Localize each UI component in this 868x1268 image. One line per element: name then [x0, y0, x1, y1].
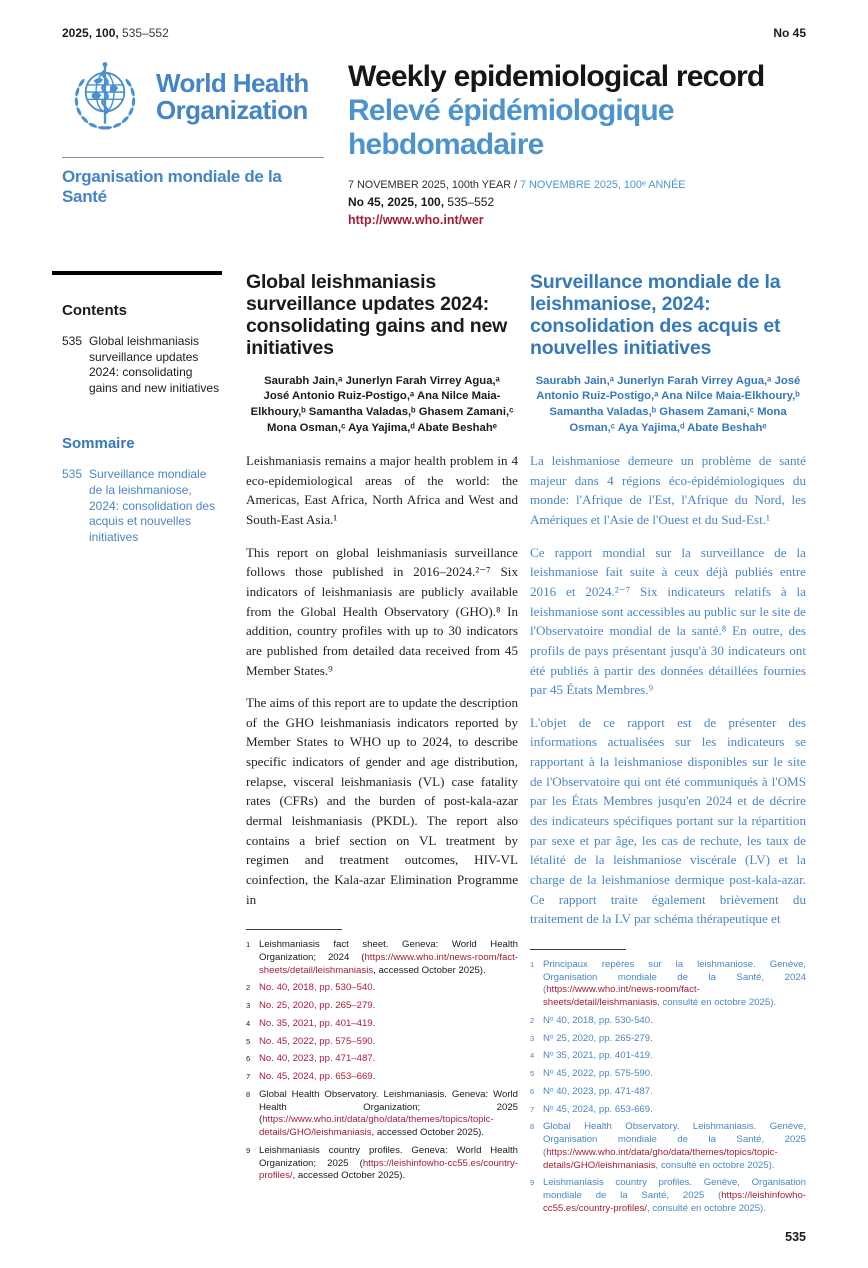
who-emblem-icon: [62, 60, 148, 145]
who-name-en: [156, 70, 309, 123]
footnote-link[interactable]: https://www.who.int/data/gho/data/themes/topics/topic-details/GHO/leishmaniasis: [259, 1114, 494, 1139]
footnote-marker: 8: [246, 1089, 251, 1099]
wer-url-link[interactable]: http://www.who.int/wer: [348, 212, 484, 227]
footnote-marker: 4: [246, 1018, 251, 1028]
paragraph: Ce rapport mondial sur la surveillance de la leishmaniose fait suite à ceux déjà publiés entre 2016 et 2024.²⁻⁷ Six indicateurs relatifs à la leishmaniose sont accessibles au public sur le site de l'Observatoire mondial de la santé.⁸ En outre, des profils de pays présentant jusqu'à 30 indicateurs ont été publiés à partir des données détaillées fournies par 45 États Membres.⁹: [530, 544, 806, 698]
footnote-marker: 2: [246, 983, 251, 993]
footnote-link[interactable]: No. 40, 2023, pp. 471–487.: [259, 1053, 376, 1065]
who-name-fr: Organisation mondiale de la Santé: [62, 167, 282, 206]
footnote-text: [259, 1000, 518, 1013]
paragraph: This report on global leishmaniasis surveillance follows those published in 2016–2024.²⁻⁷ Six indicators of leishmaniasis are publicly available from the Global Health Observatory (GHO).⁸ In addition, country profiles with up to 30 indicators are published from detailed data received from 45 Member States.⁹: [246, 544, 518, 678]
footnote-pre: Leishmaniasis country profiles. Geneva: World Health Organization; 2025 (: [259, 1144, 518, 1169]
footnote-text: [543, 1177, 806, 1215]
issue-citation-pages: 535–552: [447, 194, 495, 209]
footnote-pre: Global Health Observatory. Leishmaniasis. Genève, Organisation mondiale de la Santé, 2025 (: [543, 1121, 806, 1158]
footnote-link[interactable]: No. 40, 2018, pp. 530–540.: [259, 982, 376, 994]
contents-top-rule: [52, 271, 222, 275]
main-content: [62, 271, 806, 1244]
footnote-text: Nᵒ 40, 2023, pp. 471-487.: [543, 1085, 653, 1097]
footnotes-fr: [530, 949, 806, 1216]
footnote-marker: 1: [246, 940, 251, 950]
footnote-marker: 9: [246, 1145, 251, 1155]
paragraph: La leishmaniose demeure un problème de santé majeur dans 4 régions éco-épidémiologiques du monde: l'Afrique de l'Est, l'Afrique du Nord, les Amériques et l'Asie de l'Ouest et du Sud-Est.¹: [530, 453, 806, 528]
article-column-en: [246, 271, 518, 1189]
footnote: [246, 939, 518, 977]
footnotes-en: [246, 929, 518, 1183]
footnote-pre: Principaux repères sur la leishmaniose. Genève, Organisation mondiale de la Santé, 2024 (: [543, 958, 806, 996]
issue-pages: 535–552: [118, 26, 169, 40]
footnote-link[interactable]: No. 35, 2021, pp. 401–419.: [259, 1017, 376, 1029]
issue-number: No 45: [773, 26, 806, 40]
footnote: [530, 959, 806, 1010]
footnote: [246, 1089, 518, 1140]
toc-title: Global leishmaniasis surveillance updates 2024: consolidating gains and new initiatives: [89, 333, 220, 396]
toc-entry-fr: [62, 467, 222, 546]
footnote: [530, 1068, 806, 1081]
article-title-fr: Surveillance mondiale de la leishmaniose, 2024: consolidation des acquis et nouvelles initiatives: [530, 270, 781, 359]
paragraph: The aims of this report are to update the description of the GHO leishmaniasis indicators reported by Member States to WHO up to 2024, to describe specific indicators of gender and age distribution, relapse, visceral leishmaniasis (VL) case fatality rates (CFRs) and the burden of post-kala-azar dermal leishmaniasis (PKDL). The report also contains a brief section on VL treatment by regimen and treatment outcomes, HIV-VL coinfection, the Kala-azar Elimination Programme in: [246, 695, 518, 907]
footnote: [246, 1036, 518, 1049]
contents-sidebar: [62, 271, 222, 546]
footnote-rule: [246, 929, 342, 930]
footnote-link[interactable]: https://leishinfowho-cc55.es/country-profiles/: [543, 1190, 806, 1214]
footnote: [246, 1071, 518, 1084]
footnote-marker: 6: [246, 1054, 251, 1064]
footnote-marker: 5: [246, 1036, 251, 1046]
footnote-marker: 1: [530, 959, 535, 969]
footnote: [530, 1015, 806, 1028]
footnote-text: [543, 959, 806, 1010]
footnote-pre: Leishmaniasis country profiles. Genève, Organisation mondiale de la Santé, 2025 (: [543, 1177, 806, 1202]
footnote-link[interactable]: No. 25, 2020, pp. 265–279.: [259, 1000, 376, 1012]
journal-title-en: Weekly epidemiological record: [348, 60, 765, 93]
issue-date-fr: 7 NOVEMBRE 2025, 100ᵉ ANNÉE: [520, 178, 686, 191]
paragraph: Leishmaniasis remains a major health problem in 4 eco-epidemiological areas of the world: the Americas, East Africa, North Africa and West and South-East Asia.¹: [246, 453, 518, 528]
footnote: [246, 1053, 518, 1066]
footnote-link[interactable]: https://www.who.int/data/gho/data/themes/topics/topic-details/GHO/leishmaniasis: [543, 1146, 778, 1171]
footnote-marker: 3: [246, 1001, 251, 1011]
toc-entry-en: [62, 334, 222, 397]
page-number: 535: [785, 1229, 806, 1244]
footnote-link[interactable]: No. 45, 2022, pp. 575–590.: [259, 1035, 376, 1047]
footnote-post: , accessed October 2025).: [371, 1127, 485, 1139]
footnote-link[interactable]: https://www.who.int/news-room/fact-sheets/detail/leishmaniasis: [259, 951, 518, 976]
footnote: [530, 1121, 806, 1172]
footnote-post: , accessed October 2025).: [373, 964, 486, 976]
footnote-post: , consulté en octobre 2025).: [655, 1159, 775, 1171]
footnote: [530, 1177, 806, 1215]
footnote-marker: 5: [530, 1069, 535, 1079]
footnote-link[interactable]: https://www.who.int/news-room/fact-sheets/detail/leishmaniasis: [543, 984, 700, 1009]
journal-titles: [348, 60, 806, 229]
issue-date-en: 7 NOVEMBER 2025, 100th YEAR /: [348, 178, 521, 191]
footnote-link[interactable]: https://leishinfowho-cc55.es/country-profiles/: [259, 1157, 518, 1182]
footnote-text: [259, 939, 518, 977]
issue-date-line: [348, 179, 806, 191]
footnote-pre: Leishmaniasis fact sheet. Geneva: World Health Organization; 2024 (: [259, 939, 518, 963]
article-authors-fr: Saurabh Jain,ᵃ Junerlyn Farah Virrey Agua,ᵃ José Antonio Ruiz-Postigo,ᵃ Ana Nilce Maia-Elkhoury,ᵇ Samantha Valadas,ᵇ Ghasem Zamani,ᶜ Mona Osman,ᶜ Aya Yajima,ᵈ Abate Beshahᵉ: [535, 374, 801, 434]
footnote: [246, 1018, 518, 1031]
paragraph: L'objet de ce rapport est de présenter des informations actualisées sur les indicateurs se rapportant à la leishmaniose disponibles sur le site de l'Observatoire qui ont été communiqués à l'OMS par les États Membres jusqu'en 2024 et de décrire des indicateurs spécifiques portant sur la répartition par sexe et par âge, les cas de rechute, les taux de létalité de la leishmaniose viscérale (LV) et la charge de la leishmaniose dermique post-kala-azar. Ce rapport traite également brièvement du traitement de la LV par schéma thérapeutique et: [530, 714, 806, 927]
footnote: [530, 1050, 806, 1063]
footnote-marker: 9: [530, 1178, 535, 1188]
contents-heading-fr: Sommaire: [62, 434, 135, 452]
footnote: [530, 1086, 806, 1099]
footnote-text: [259, 1089, 518, 1140]
issue-reference: [62, 26, 169, 40]
footnote-marker: 4: [530, 1051, 535, 1061]
toc-page-number: 535: [62, 466, 83, 481]
who-brand-block: [62, 60, 324, 229]
footnote: [246, 1000, 518, 1013]
footnote-marker: 3: [530, 1033, 535, 1043]
article-authors-en: Saurabh Jain,ᵃ Junerlyn Farah Virrey Agua,ᵃ José Antonio Ruiz-Postigo,ᵃ Ana Nilce Maia-Elkhoury,ᵇ Samantha Valadas,ᵇ Ghasem Zamani,ᶜ Mona Osman,ᶜ Aya Yajima,ᵈ Abate Beshahᵉ: [250, 374, 514, 434]
footnote-link[interactable]: No. 45, 2024, pp. 653–669.: [259, 1071, 376, 1083]
footnote-marker: 7: [530, 1104, 535, 1114]
article-column-fr: [530, 271, 806, 1244]
toc-page-number: 535: [62, 333, 83, 348]
footnote-marker: 6: [530, 1086, 535, 1096]
footnote-text: Nᵒ 35, 2021, pp. 401-419.: [543, 1050, 653, 1062]
footnote-text: [259, 1018, 518, 1031]
footnote-marker: 7: [246, 1072, 251, 1082]
footnote: [530, 1104, 806, 1117]
footnote-text: Nᵒ 25, 2020, pp. 265-279.: [543, 1032, 653, 1044]
footnote-text: Nᵒ 45, 2024, pp. 653-669.: [543, 1103, 653, 1115]
issue-citation: [348, 195, 806, 209]
brand-divider: [62, 157, 324, 158]
footnote-text: [259, 982, 518, 995]
footnote-pre: Global Health Observatory. Leishmaniasis. Geneva: World Health Organization; 2025 (: [259, 1088, 518, 1126]
masthead: [62, 60, 806, 229]
footnote-post: , accessed October 2025).: [292, 1170, 406, 1182]
page-header: [62, 26, 806, 40]
footnote-text: [259, 1036, 518, 1049]
footnote-text: Nᵒ 40, 2018, pp. 530-540.: [543, 1014, 653, 1026]
footnote-text: [259, 1053, 518, 1066]
footnote-text: [543, 1121, 806, 1172]
footnote-text: Nᵒ 45, 2022, pp. 575-590.: [543, 1068, 653, 1080]
issue-citation-bold: No 45, 2025, 100,: [348, 194, 448, 209]
footnote-marker: 8: [530, 1122, 535, 1132]
footnote-text: [259, 1071, 518, 1084]
footnote: [246, 982, 518, 995]
article-title-en: Global leishmaniasis surveillance updates 2024: consolidating gains and new initiatives: [246, 270, 508, 359]
journal-title-fr: Relevé épidémiologique hebdomadaire: [348, 93, 674, 161]
contents-heading-en: Contents: [62, 301, 127, 319]
footnote-marker: 2: [530, 1015, 535, 1025]
toc-title: Surveillance mondiale de la leishmaniose, 2024: consolidation des acquis et nouvelles initiatives: [89, 466, 216, 545]
who-name-line1: World Health: [156, 68, 309, 98]
footnote-post: , consulté en octobre 2025).: [646, 1202, 766, 1214]
footnote-rule: [530, 949, 626, 950]
footnote-post: , consulté en octobre 2025).: [657, 997, 777, 1009]
footnote: [530, 1033, 806, 1046]
issue-year-volume: 2025, 100,: [62, 26, 119, 40]
who-name-line2: Organization: [156, 94, 308, 125]
footnote-text: [259, 1145, 518, 1183]
footnote: [246, 1145, 518, 1183]
